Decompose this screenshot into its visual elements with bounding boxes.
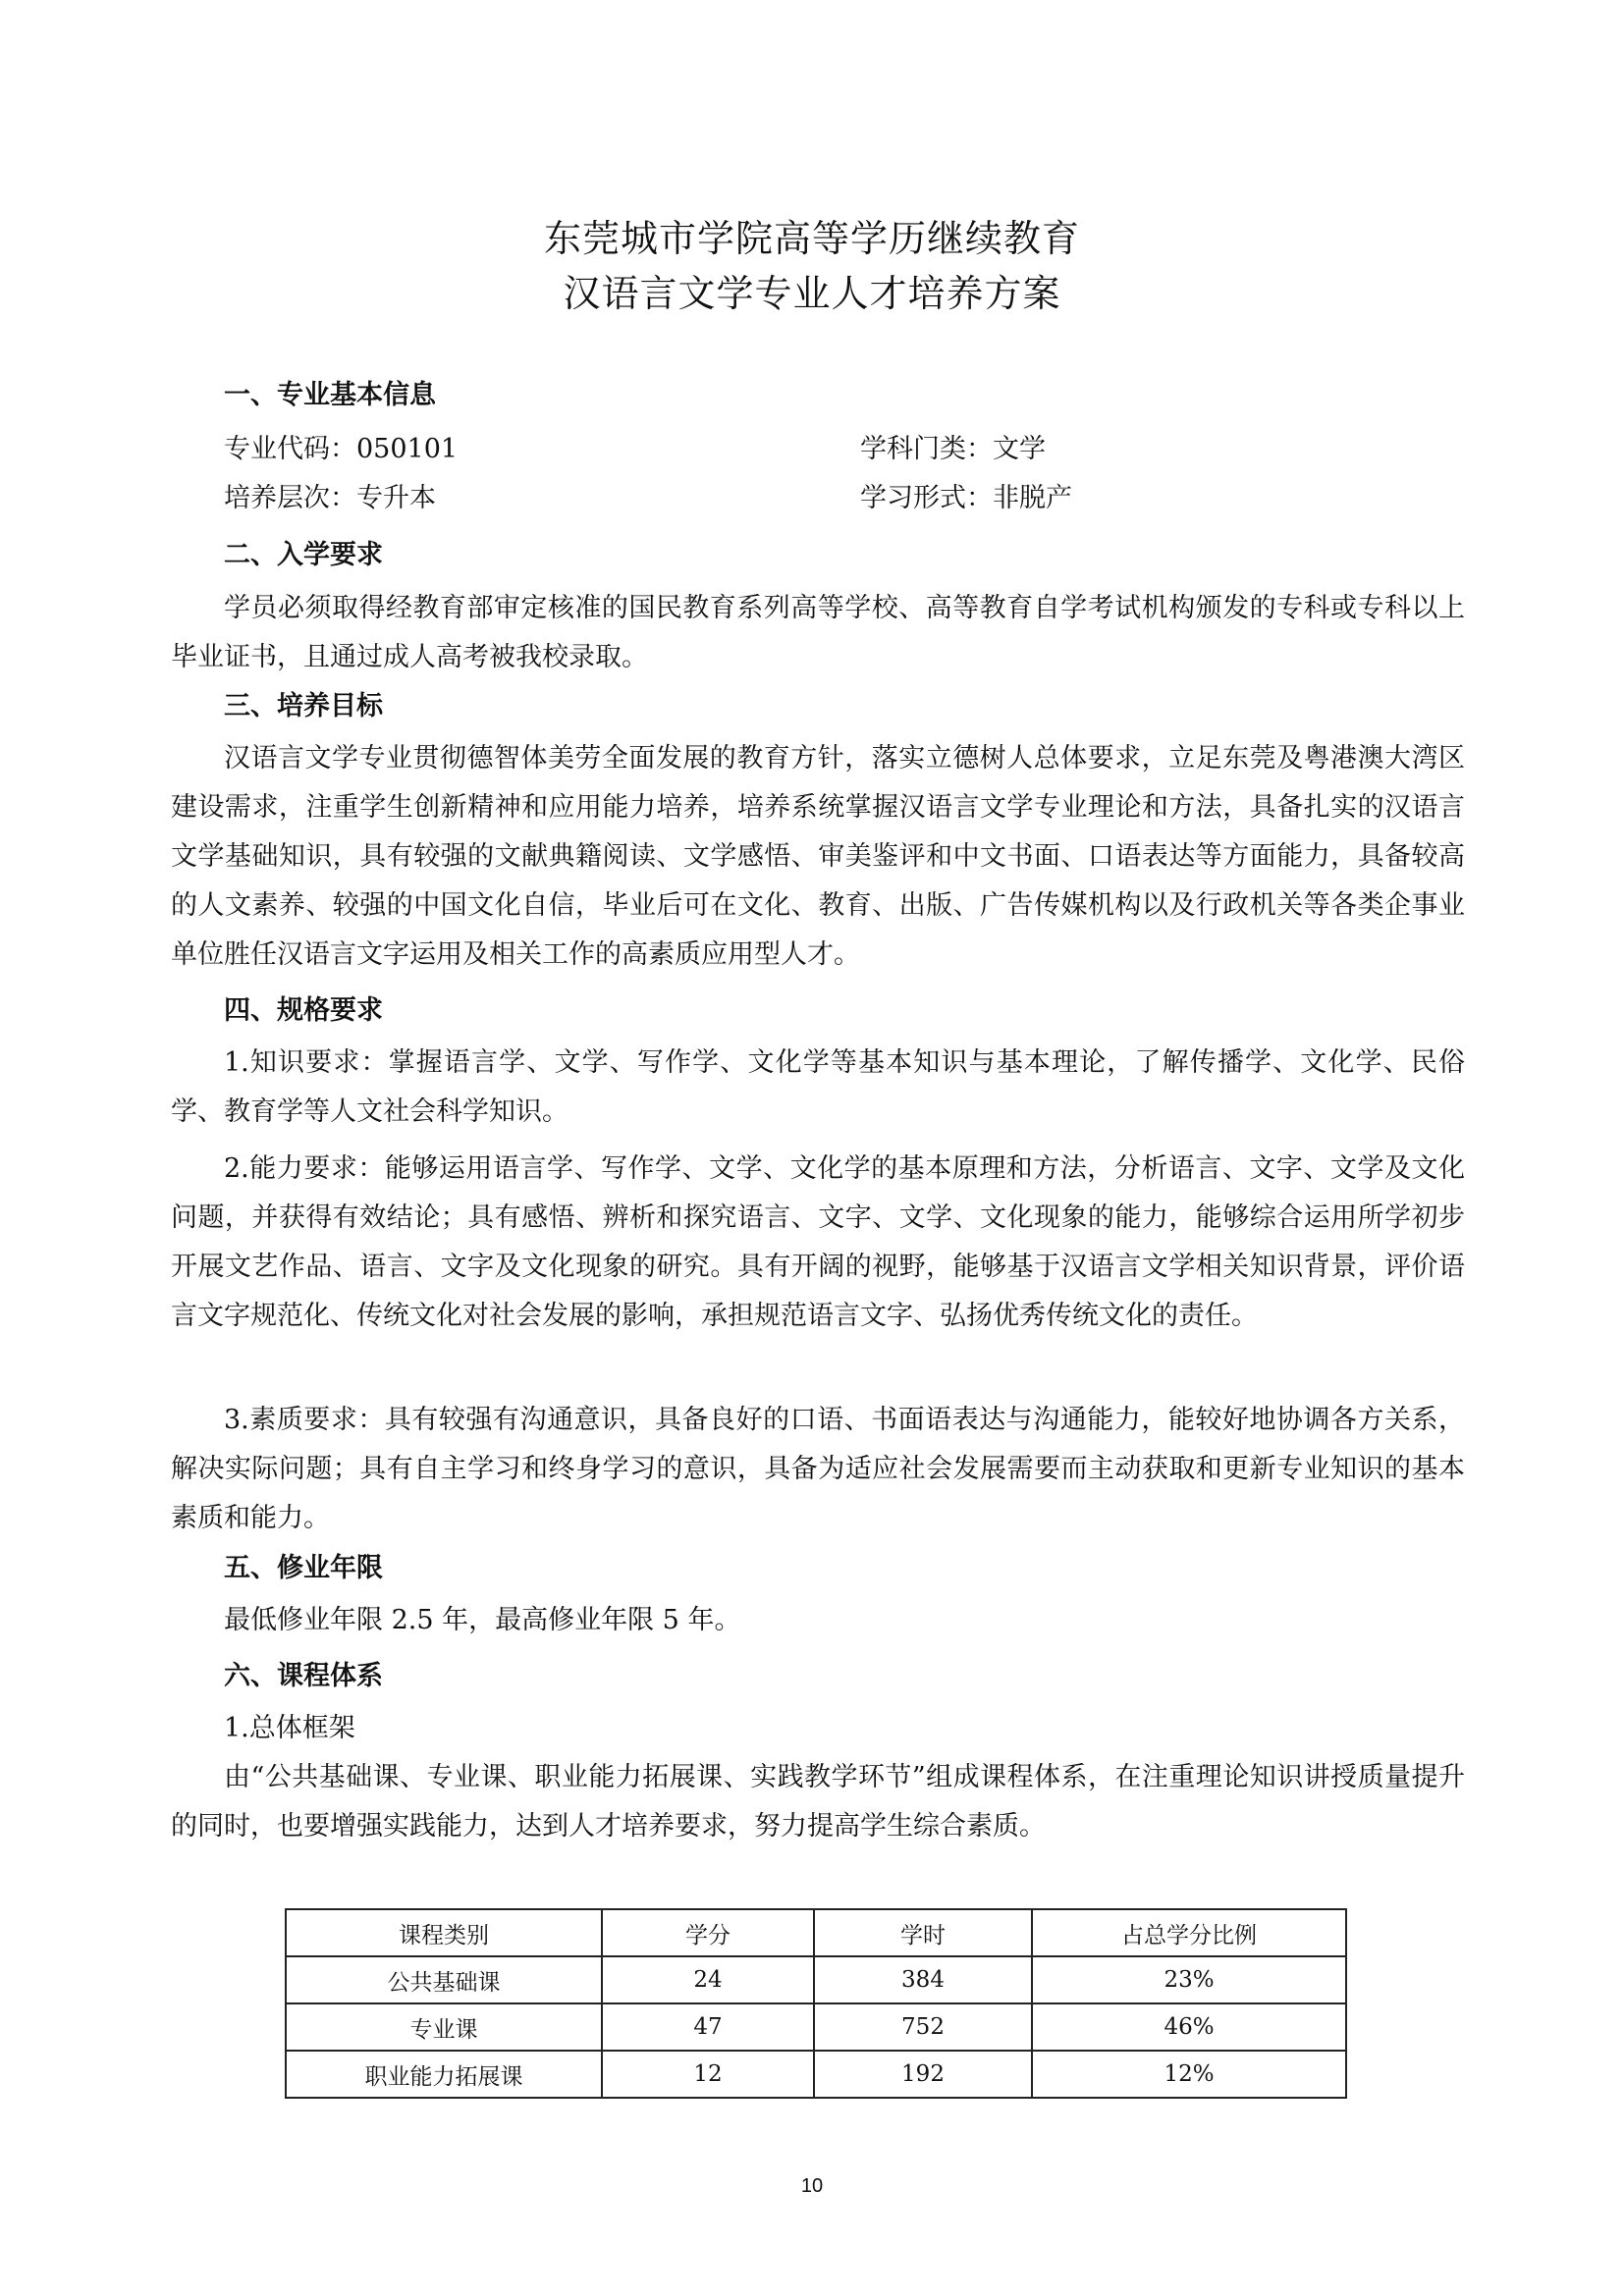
cell-credits: 24 bbox=[602, 1956, 814, 2003]
cell-course-type: 职业能力拓展课 bbox=[286, 2051, 602, 2098]
section-2-heading: 二、入学要求 bbox=[224, 540, 383, 570]
table-header-row bbox=[286, 1909, 1346, 1956]
knowledge-requirements: 1.知识要求：掌握语言学、文学、写作学、文化学等基本知识与基本理论，了解传播学、文化学、民俗学、教育学等人文社会科学知识。 bbox=[171, 1047, 1465, 1127]
title-line-2: 汉语言文学专业人才培养方案 bbox=[563, 272, 1061, 315]
study-duration: 最低修业年限 2.5 年，最高修业年限 5 年。 bbox=[224, 1605, 741, 1635]
study-mode: 学习形式：非脱产 bbox=[860, 483, 1072, 513]
header-credit-ratio: 占总学分比例 bbox=[1032, 1909, 1346, 1956]
table-row bbox=[286, 2051, 1346, 2098]
section-1-heading: 一、专业基本信息 bbox=[224, 380, 436, 410]
cell-ratio: 23% bbox=[1032, 1956, 1346, 2003]
table-row bbox=[286, 2003, 1346, 2051]
cell-ratio: 12% bbox=[1032, 2051, 1346, 2098]
section-6-heading: 六、课程体系 bbox=[224, 1661, 383, 1691]
cell-credits: 47 bbox=[602, 2003, 814, 2051]
cell-ratio: 46% bbox=[1032, 2003, 1346, 2051]
cell-credits: 12 bbox=[602, 2051, 814, 2098]
cell-course-type: 公共基础课 bbox=[286, 1956, 602, 2003]
admission-requirements: 学员必须取得经教育部审定核准的国民教育系列高等学校、高等教育自学考试机构颁发的专科或专科以上毕业证书，且通过成人高考被我校录取。 bbox=[171, 593, 1465, 672]
section-5-heading: 五、修业年限 bbox=[224, 1553, 383, 1583]
training-objectives: 汉语言文学专业贯彻德智体美劳全面发展的教育方针，落实立德树人总体要求，立足东莞及粤港澳大湾区建设需求，注重学生创新精神和应用能力培养，培养系统掌握汉语言文学专业理论和方法，具备扎实的汉语言文学基础知识，具有较强的文献典籍阅读、文学感悟、审美鉴评和中文书面、口语表达等方面能力，具备较高的人文素养、较强的中国文化自信，毕业后可在文化、教育、出版、广告传媒机构以及行政机关等各类企事业单位胜任汉语言文字运用及相关工作的高素质应用型人才。 bbox=[171, 743, 1465, 970]
title-line-1: 东莞城市学院高等学历继续教育 bbox=[543, 217, 1080, 260]
overall-framework-heading: 1.总体框架 bbox=[224, 1713, 355, 1743]
table-row bbox=[286, 1956, 1346, 2003]
cell-hours: 192 bbox=[814, 2051, 1032, 2098]
cell-hours: 384 bbox=[814, 1956, 1032, 2003]
cell-hours: 752 bbox=[814, 2003, 1032, 2051]
page-number: 10 bbox=[800, 2175, 824, 2197]
discipline-category: 学科门类：文学 bbox=[860, 434, 1046, 464]
header-credits: 学分 bbox=[602, 1909, 814, 1956]
quality-requirements: 3.素质要求：具有较强有沟通意识，具备良好的口语、书面语表达与沟通能力，能较好地协调各方关系，解决实际问题；具有自主学习和终身学习的意识，具备为适应社会发展需要而主动获取和更新专业知识的基本素质和能力。 bbox=[171, 1405, 1465, 1533]
cell-course-type: 专业课 bbox=[286, 2003, 602, 2051]
major-code: 专业代码：050101 bbox=[224, 434, 459, 464]
section-4-heading: 四、规格要求 bbox=[224, 995, 383, 1026]
curriculum-description: 由“公共基础课、专业课、职业能力拓展课、实践教学环节”组成课程体系，在注重理论知识讲授质量提升的同时，也要增强实践能力，达到人才培养要求，努力提高学生综合素质。 bbox=[171, 1762, 1465, 1842]
header-course-type: 课程类别 bbox=[286, 1909, 602, 1956]
credit-table bbox=[285, 1908, 1347, 2099]
training-level: 培养层次：专升本 bbox=[224, 483, 436, 513]
header-hours: 学时 bbox=[814, 1909, 1032, 1956]
ability-requirements: 2.能力要求：能够运用语言学、写作学、文学、文化学的基本原理和方法，分析语言、文字、文学及文化问题，并获得有效结论；具有感悟、辨析和探究语言、文字、文学、文化现象的能力，能够综合运用所学初步开展文艺作品、语言、文字及文化现象的研究。具有开阔的视野，能够基于汉语言文学相关知识背景，评价语言文字规范化、传统文化对社会发展的影响，承担规范语言文字、弘扬优秀传统文化的责任。 bbox=[171, 1153, 1465, 1331]
section-3-heading: 三、培养目标 bbox=[224, 691, 383, 721]
